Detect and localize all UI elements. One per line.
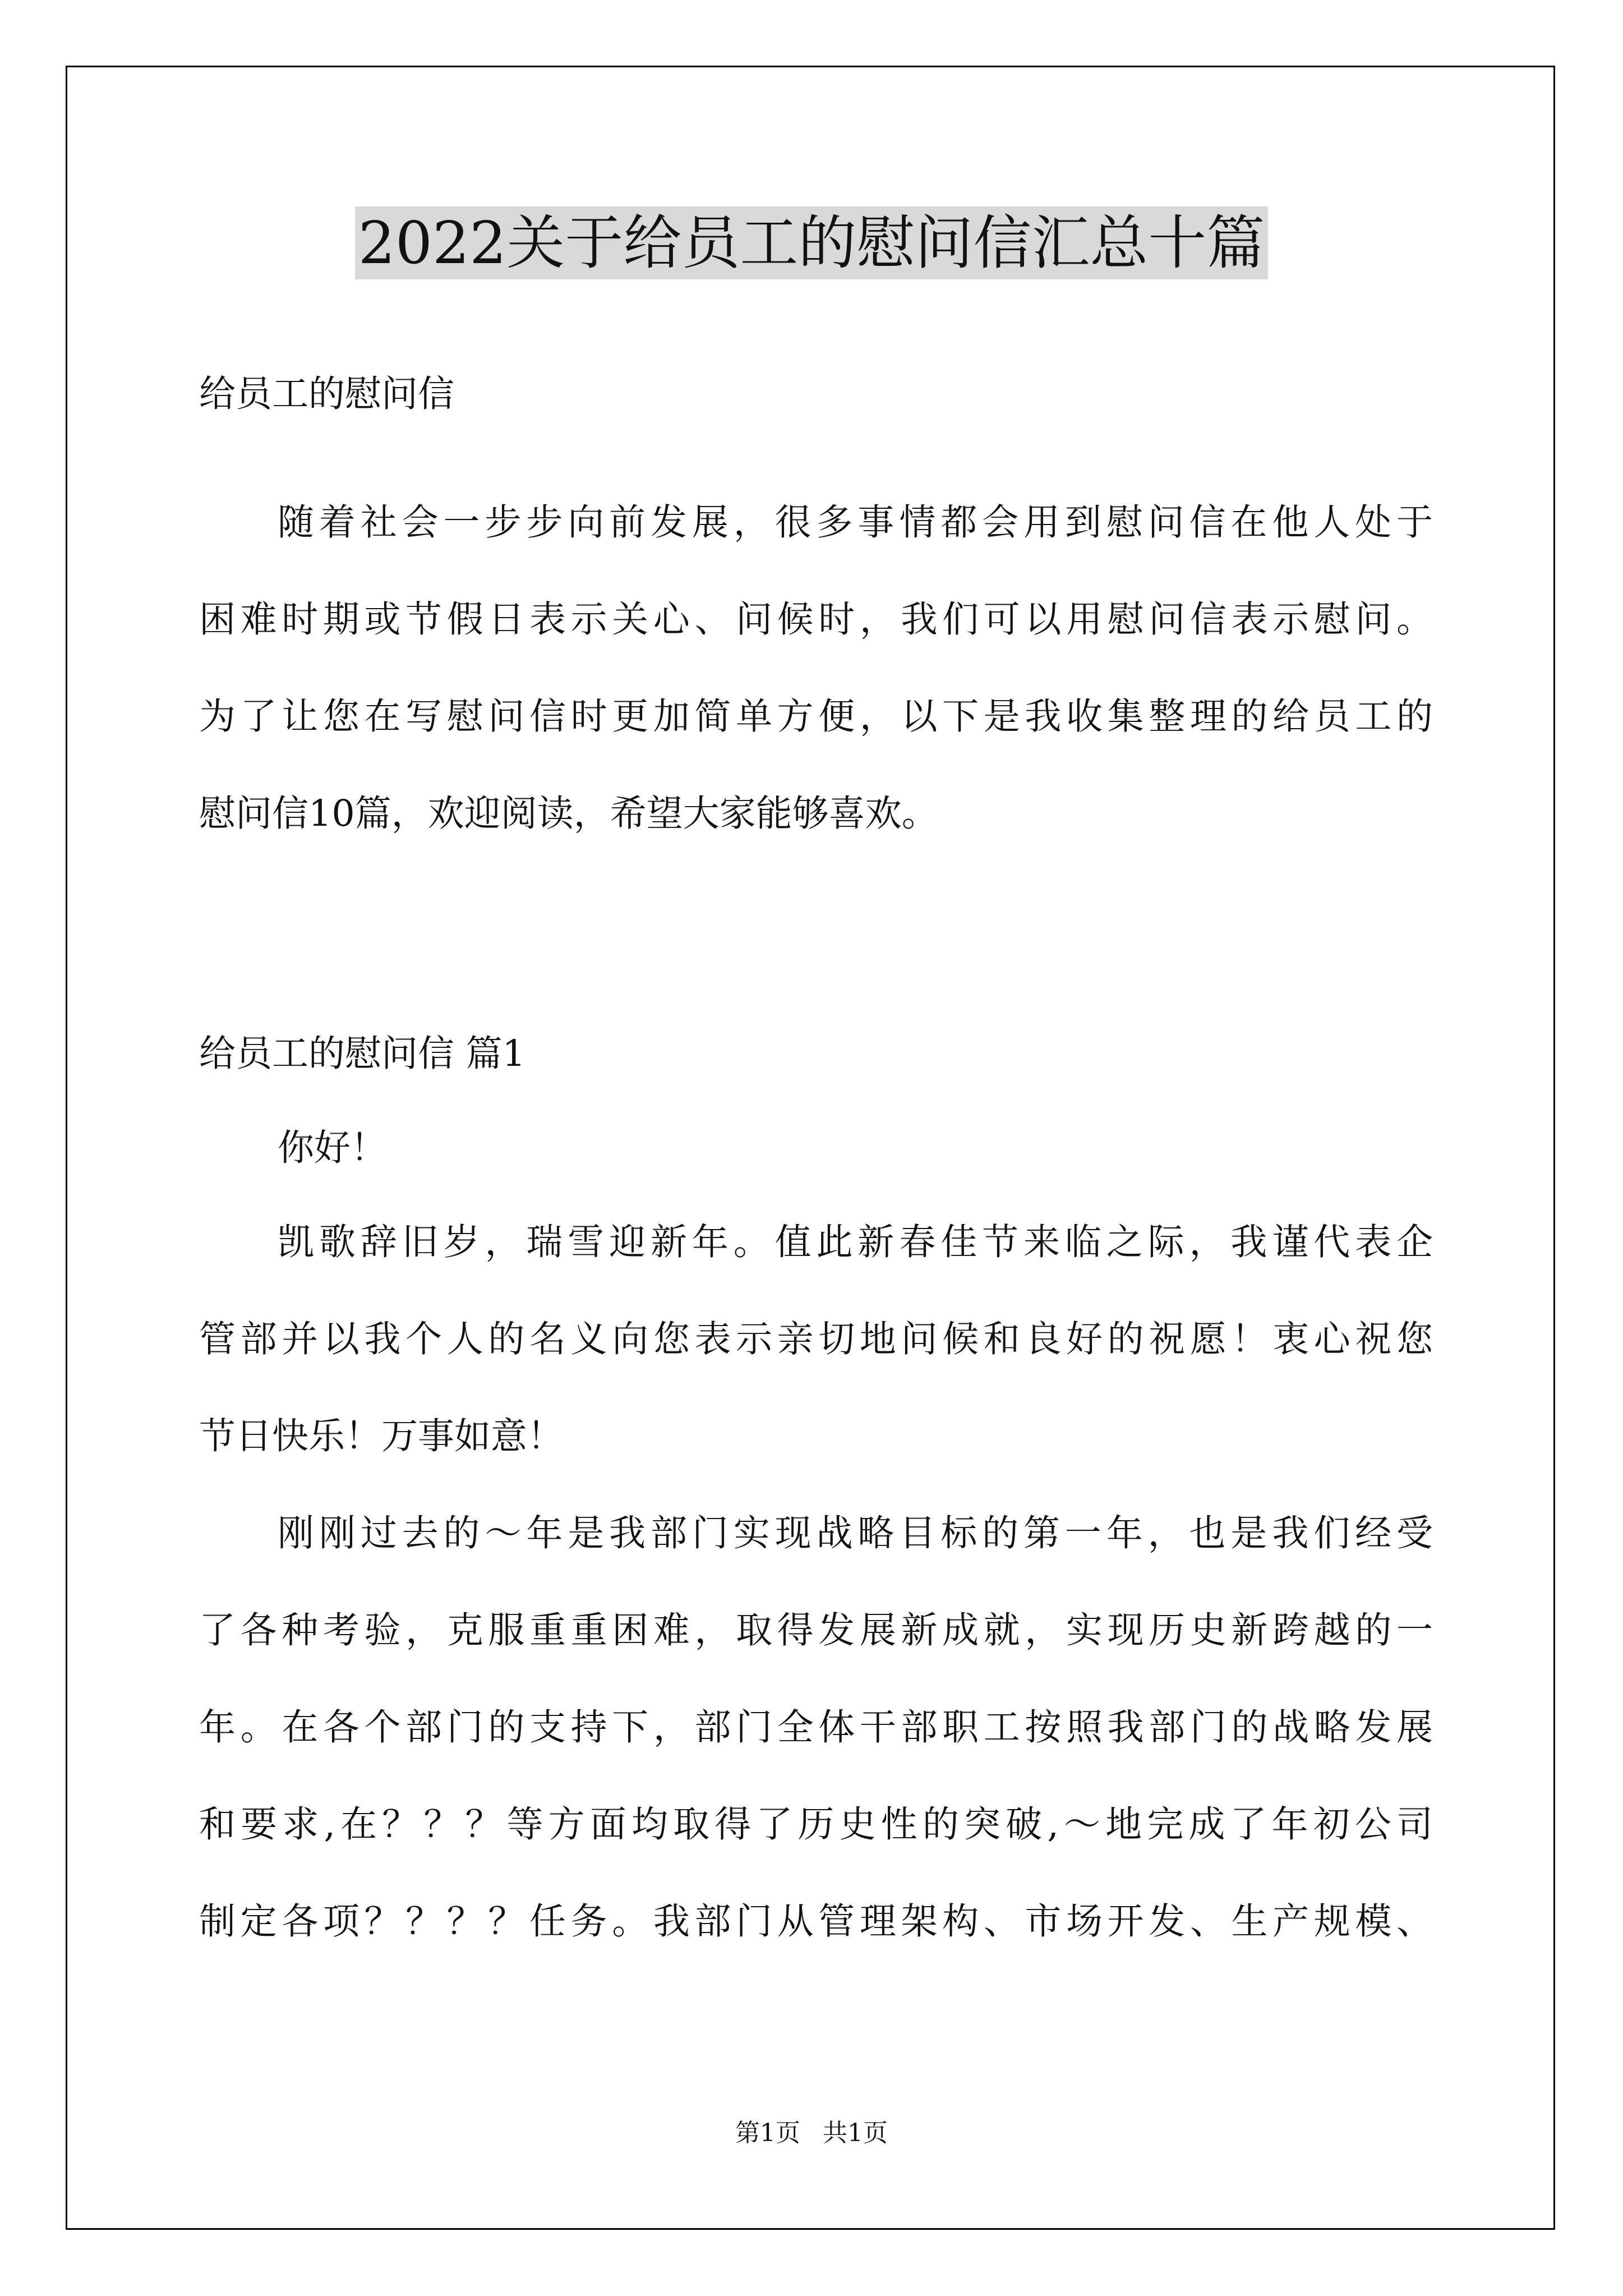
greeting: 你好！ bbox=[278, 1127, 388, 1169]
paragraph-line: 了各种考验，克服重重困难，取得发展新成就，实现历史新跨越的一 bbox=[199, 1609, 1433, 1651]
paragraph-line: 困难时期或节假日表示关心、问候时，我们可以用慰问信表示慰问。 bbox=[199, 599, 1433, 641]
paragraph-line: 节日快乐！万事如意！ bbox=[199, 1415, 564, 1457]
intro-heading: 给员工的慰问信 bbox=[199, 373, 455, 415]
paragraph-line: 年。在各个部门的支持下，部门全体干部职工按照我部门的战略发展 bbox=[199, 1706, 1433, 1749]
paragraph-line: 和要求,在？？？等方面均取得了历史性的突破,～地完成了年初公司 bbox=[199, 1803, 1433, 1846]
paragraph-line: 为了让您在写慰问信时更加简单方便，以下是我收集整理的给员工的 bbox=[199, 696, 1433, 738]
paragraph-line: 随着社会一步步向前发展，很多事情都会用到慰问信在他人处于 bbox=[278, 501, 1433, 544]
title-wrap bbox=[0, 206, 1623, 279]
paragraph-line: 凯歌辞旧岁，瑞雪迎新年。值此新春佳节来临之际，我谨代表企 bbox=[278, 1221, 1433, 1263]
intro-paragraph bbox=[199, 474, 1433, 862]
spacer bbox=[199, 862, 1433, 1005]
paragraph-line: 慰问信10篇，欢迎阅读，希望大家能够喜欢。 bbox=[199, 793, 938, 835]
paragraph-1 bbox=[199, 1194, 1433, 1485]
paragraph-2 bbox=[199, 1485, 1433, 1970]
document-title: 2022关于给员工的慰问信汇总十篇 bbox=[355, 206, 1269, 279]
page-number: 第1页 bbox=[735, 2119, 800, 2147]
section-heading: 给员工的慰问信 篇1 bbox=[199, 1033, 526, 1075]
page-total: 共1页 bbox=[823, 2119, 888, 2147]
paragraph-line: 刚刚过去的～年是我部门实现战略目标的第一年，也是我们经受 bbox=[278, 1512, 1433, 1554]
paragraph-line: 管部并以我个人的名义向您表示亲切地问候和良好的祝愿！衷心祝您 bbox=[199, 1318, 1433, 1360]
paragraph-line: 制定各项？？？？任务。我部门从管理架构、市场开发、生产规模、 bbox=[199, 1901, 1433, 1943]
spacer bbox=[199, 443, 1433, 474]
page-footer bbox=[0, 2118, 1623, 2149]
document-body bbox=[199, 346, 1433, 1970]
